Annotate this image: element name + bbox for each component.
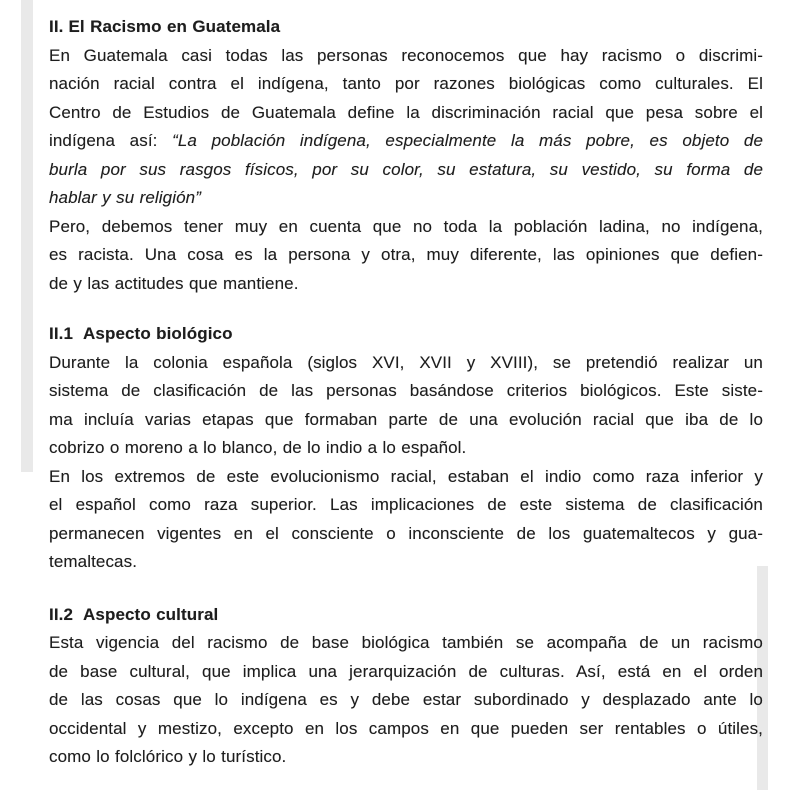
text-line	[49, 127, 763, 156]
body-text: de y las actitudes que mantiene.	[49, 273, 299, 293]
section-lines	[49, 42, 763, 299]
text-line	[49, 520, 763, 549]
section-heading	[49, 320, 763, 349]
body-text: Pero, debemos tener muy en cuenta que no toda la población ladina, no indígena,	[49, 216, 763, 236]
quoted-italic-text: hablar y su religión”	[49, 188, 201, 207]
quoted-italic-text: burla por sus rasgos físicos, por su color, su estatura, su vestido, su forma de	[49, 159, 763, 179]
body-text: es racista. Una cosa es la persona y otra, muy diferente, las opiniones que defien-	[49, 245, 763, 264]
text-line	[49, 349, 763, 378]
section-title: Aspecto cultural	[83, 604, 219, 624]
body-text: En los extremos de este evolucionismo racial, estaban el indio como raza inferior y	[49, 466, 763, 486]
text-line	[49, 743, 763, 772]
section-lines	[49, 629, 763, 772]
text-line	[49, 241, 763, 270]
text-line	[49, 184, 763, 213]
scan-shadow-left	[21, 0, 33, 472]
text-line	[49, 42, 763, 71]
body-text: ma incluía varias etapas que formaban parte de una evolución racial que iba de lo	[49, 409, 763, 429]
body-text: el español como raza superior. Las implicaciones de este sistema de clasificación	[49, 495, 763, 514]
text-line	[49, 156, 763, 185]
quoted-italic-text: “La población indígena, especialmente la más pobre, es objeto de	[172, 131, 763, 150]
body-text: En Guatemala casi todas las personas reconocemos que hay racismo o discrimi-	[49, 45, 763, 65]
section-lines	[49, 349, 763, 577]
section-number: II.2	[49, 604, 74, 624]
section-number: II.	[49, 17, 64, 36]
text-line	[49, 70, 763, 99]
text-line	[49, 548, 763, 577]
body-text: Esta vigencia del racismo de base biológica también se acompaña de un racismo	[49, 633, 763, 652]
section-aspecto-cultural	[49, 601, 763, 772]
body-text: indígena así:	[49, 131, 173, 150]
body-text: permanecen vigentes en el consciente o inconsciente de los guatemaltecos y gua-	[49, 523, 763, 543]
body-text: como lo folclórico y lo turístico.	[49, 747, 287, 766]
section-number: II.1	[49, 324, 74, 343]
text-line	[49, 658, 763, 687]
body-text: cobrizo o moreno a lo blanco, de lo indio a lo español.	[49, 438, 467, 457]
body-text: de base cultural, que implica una jerarquización de culturas. Así, está en el orden	[49, 661, 763, 681]
body-text: de las cosas que lo indígena es y debe estar subordinado y desplazado ante lo	[49, 690, 763, 709]
body-text: Centro de Estudios de Guatemala define la discriminación racial que pesa sobre el	[49, 102, 763, 122]
section-title: Aspecto biológico	[83, 324, 233, 343]
text-line	[49, 213, 763, 242]
text-line	[49, 463, 763, 492]
section-aspecto-biologico	[49, 320, 763, 577]
text-line	[49, 270, 763, 299]
text-line	[49, 434, 763, 463]
body-text: sistema de clasificación de las personas basándose criterios biológicos. Este siste-	[49, 381, 763, 400]
text-line	[49, 686, 763, 715]
text-line	[49, 406, 763, 435]
text-line	[49, 715, 763, 744]
section-heading	[49, 601, 763, 630]
page-content	[49, 13, 763, 772]
section-racismo-en-guatemala	[49, 13, 763, 298]
section-title: El Racismo en Guatemala	[68, 17, 281, 36]
text-line	[49, 491, 763, 520]
body-text: occidental y mestizo, excepto en los campos en que pueden ser rentables o útiles,	[49, 718, 763, 738]
text-line	[49, 99, 763, 128]
body-text: Durante la colonia española (siglos XVI, XVII y XVIII), se pretendió realizar un	[49, 352, 763, 372]
text-line	[49, 377, 763, 406]
section-heading	[49, 13, 763, 42]
body-text: nación racial contra el indígena, tanto por razones biológicas como culturales. El	[49, 74, 763, 93]
text-line	[49, 629, 763, 658]
body-text: temaltecas.	[49, 552, 138, 571]
